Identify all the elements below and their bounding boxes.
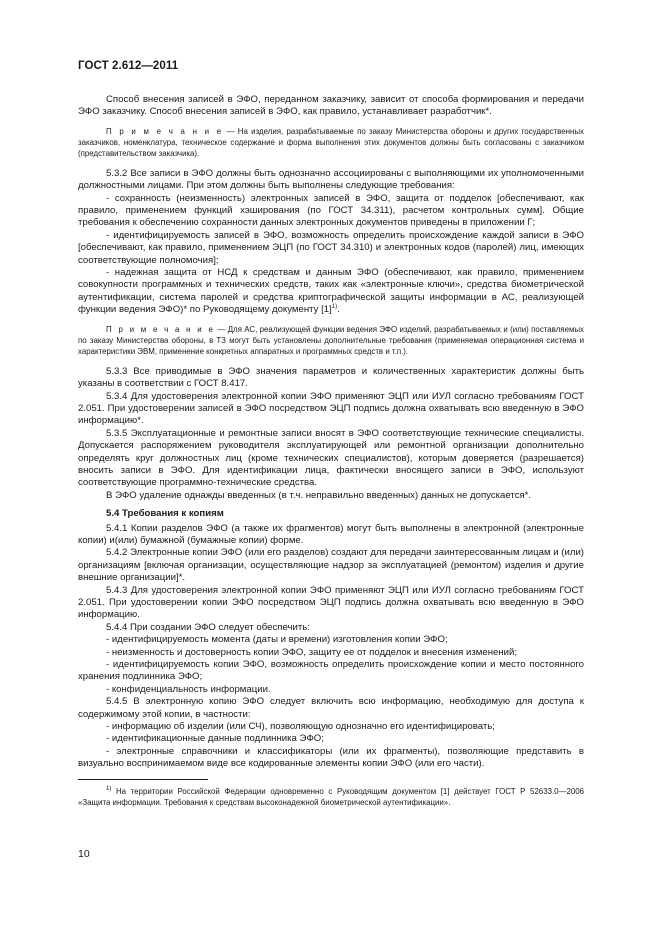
list-item: - конфиденциальность информации. <box>106 683 271 695</box>
note-text: — Для АС, реализующей функции ведения ЭФО изделий, разрабатываемых и (или) поставляемых по заказу Министерства обороны, в ТЗ могут быть установлены дополнительные требования (применяемая операционная система и характеристики ЭВМ, применение конкретных аппаратных и программных средств и т.п.). <box>78 324 584 356</box>
paragraph-5-3-4: 5.3.4 Для удостоверения электронной копии ЭФО применяют ЭЦП или ИУЛ согласно требованиям ГОСТ 2.051. При удостоверении записей в ЭФО посредством ЭЦП подпись должна охватывать всю введенную в ЭФО информацию*. <box>78 390 584 427</box>
paragraph-5-4-5: 5.4.5 В электронную копию ЭФО следует включить всю информацию, необходимую для доступа к содержимому этой копии, в частности: <box>78 696 584 720</box>
list-item: - идентифицируемость копии ЭФО, возможность определить происхождение копии и место постоянного хранения подлинника ЭФО; <box>78 659 584 683</box>
list-item <box>78 267 584 317</box>
list-item: - электронные справочники и классификаторы (или их фрагменты), позволяющие представить в визуально воспринимаемом виде все кодированные элементы копии ЭФО (или его части). <box>78 745 584 770</box>
page-number: 10 <box>78 848 90 860</box>
note-text: — На изделия, разрабатываемые по заказу Министерства обороны и других государственных заказчиков, номенклатура, техническое содержание и форма выполнения этих документов должны быть согласованы с заказчиком (представительством заказчика). <box>78 126 584 158</box>
footnote <box>78 786 584 808</box>
list-item: - сохранность (неизменность) электронных записей в ЭФО, защита от подделок [обеспечивают, как правило, применением функций хэширования (по ГОСТ 34.311), расчетом контрольных сумм]. Общие требования к обеспечению сохранности данных электронных документов приведены в приложении Г; <box>78 192 584 229</box>
document-body <box>78 94 584 808</box>
list-item: - идентифицируемость момента (даты и времени) изготовления копии ЭФО; <box>106 634 448 646</box>
paragraph-5-3-3: 5.3.3 Все приводимые в ЭФО значения параметров и количественных характеристик должны быть указаны в соответствии с ГОСТ 8.417. <box>78 365 584 390</box>
paragraph: В ЭФО удаление однажды введенных (в т.ч. неправильно введенных) данных не допускается*. <box>106 489 532 501</box>
footnote-text: На территории Российской Федерации одновременно с Руководящим документом [1] действует ГОСТ Р 52633.0—2006 «Защита информации. Требования к средствам высоконадежной биометрической аутентификации». <box>78 786 584 807</box>
section-heading-5-4: 5.4 Требования к копиям <box>106 508 224 520</box>
list-item: - идентификационные данные подлинника ЭФО; <box>106 733 324 745</box>
note <box>78 126 584 159</box>
note-label: П р и м е ч а н и е <box>106 126 224 136</box>
paragraph-5-3-2: 5.3.2 Все записи в ЭФО должны быть однозначно ассоциированы с выполняющими их уполномоченными должностными лицами. При этом должны быть выполнены следующие требования: <box>78 167 584 192</box>
paragraph-5-4-1: 5.4.1 Копии разделов ЭФО (а также их фрагментов) могут быть выполнены в электронной (электронные копии) и(или) бумажной (бумажные копии) форме. <box>78 522 584 546</box>
list-item: - идентифицируемость записей в ЭФО, возможность определить происхождение каждой записи в ЭФО [обеспечивают, как правило, применением ЭЦП (по ГОСТ 34.310) и электронных кодов (паролей) лиц, имеющих соответствующие полномочия]; <box>78 229 584 266</box>
paragraph: Способ внесения записей в ЭФО, переданном заказчику, зависит от способа формирования и передачи ЭФО заказчику. Способ внесения записей в ЭФО, как правило, устанавливает разработчик*. <box>78 94 584 118</box>
list-item: - неизменность и достоверность копии ЭФО, защиту ее от подделок и внесения изменений; <box>106 646 518 658</box>
paragraph-5-4-3: 5.4.3 Для удостоверения электронной копии ЭФО применяют ЭЦП или ИУЛ согласно требованиям ГОСТ 2.051. При удостоверении копии ЭФО посредством ЭЦП подпись должна охватывать всю введенную в ЭФО информацию. <box>78 584 584 621</box>
footnote-ref: 1) <box>331 304 338 311</box>
list-item: - информацию об изделии (или СЧ), позволяющую однозначно его идентифицировать; <box>106 721 495 733</box>
note-label: П р и м е ч а н и е <box>106 324 216 334</box>
paragraph-5-4-2: 5.4.2 Электронные копии ЭФО (или его разделов) создают для передачи заинтересованным лицам и (или) организациям [включая организации, осуществляющие надзор за эксплуатацией (ремонтом) изделия и другие внешние организации]*. <box>78 547 584 584</box>
list-item-end: . <box>337 304 340 316</box>
paragraph-5-3-5: 5.3.5 Эксплуатационные и ремонтные записи вносят в ЭФО соответствующие технические специалисты. Допускается распоряжением руководителя эксплуатирующей или ремонтной организации дополнительно определять круг должностных лиц (кроме технических специалистов), которым доверяется (разрешается) вносить записи в ЭФО. Для идентификации лица, фактически вносящего записи в ЭФО, используют соответствующие программно-технические средства. <box>78 427 584 489</box>
footnote-divider <box>78 779 208 780</box>
list-item-text: - надежная защита от НСД к средствам и данным ЭФО (обеспечивают, как правило, применением совокупности программных и технических средств, таких как «электронные ключи», средства биометрической аутентификации, система паролей и средства криптографической защиты информации в АС, реализующей функции ведения ЭФО)* по Руководящему документу [1] <box>78 267 584 316</box>
paragraph-5-4-4: 5.4.4 При создании ЭФО следует обеспечить: <box>106 621 310 633</box>
footnote-mark: 1) <box>106 785 112 792</box>
document-header: ГОСТ 2.612—2011 <box>78 60 179 72</box>
note <box>78 324 584 357</box>
